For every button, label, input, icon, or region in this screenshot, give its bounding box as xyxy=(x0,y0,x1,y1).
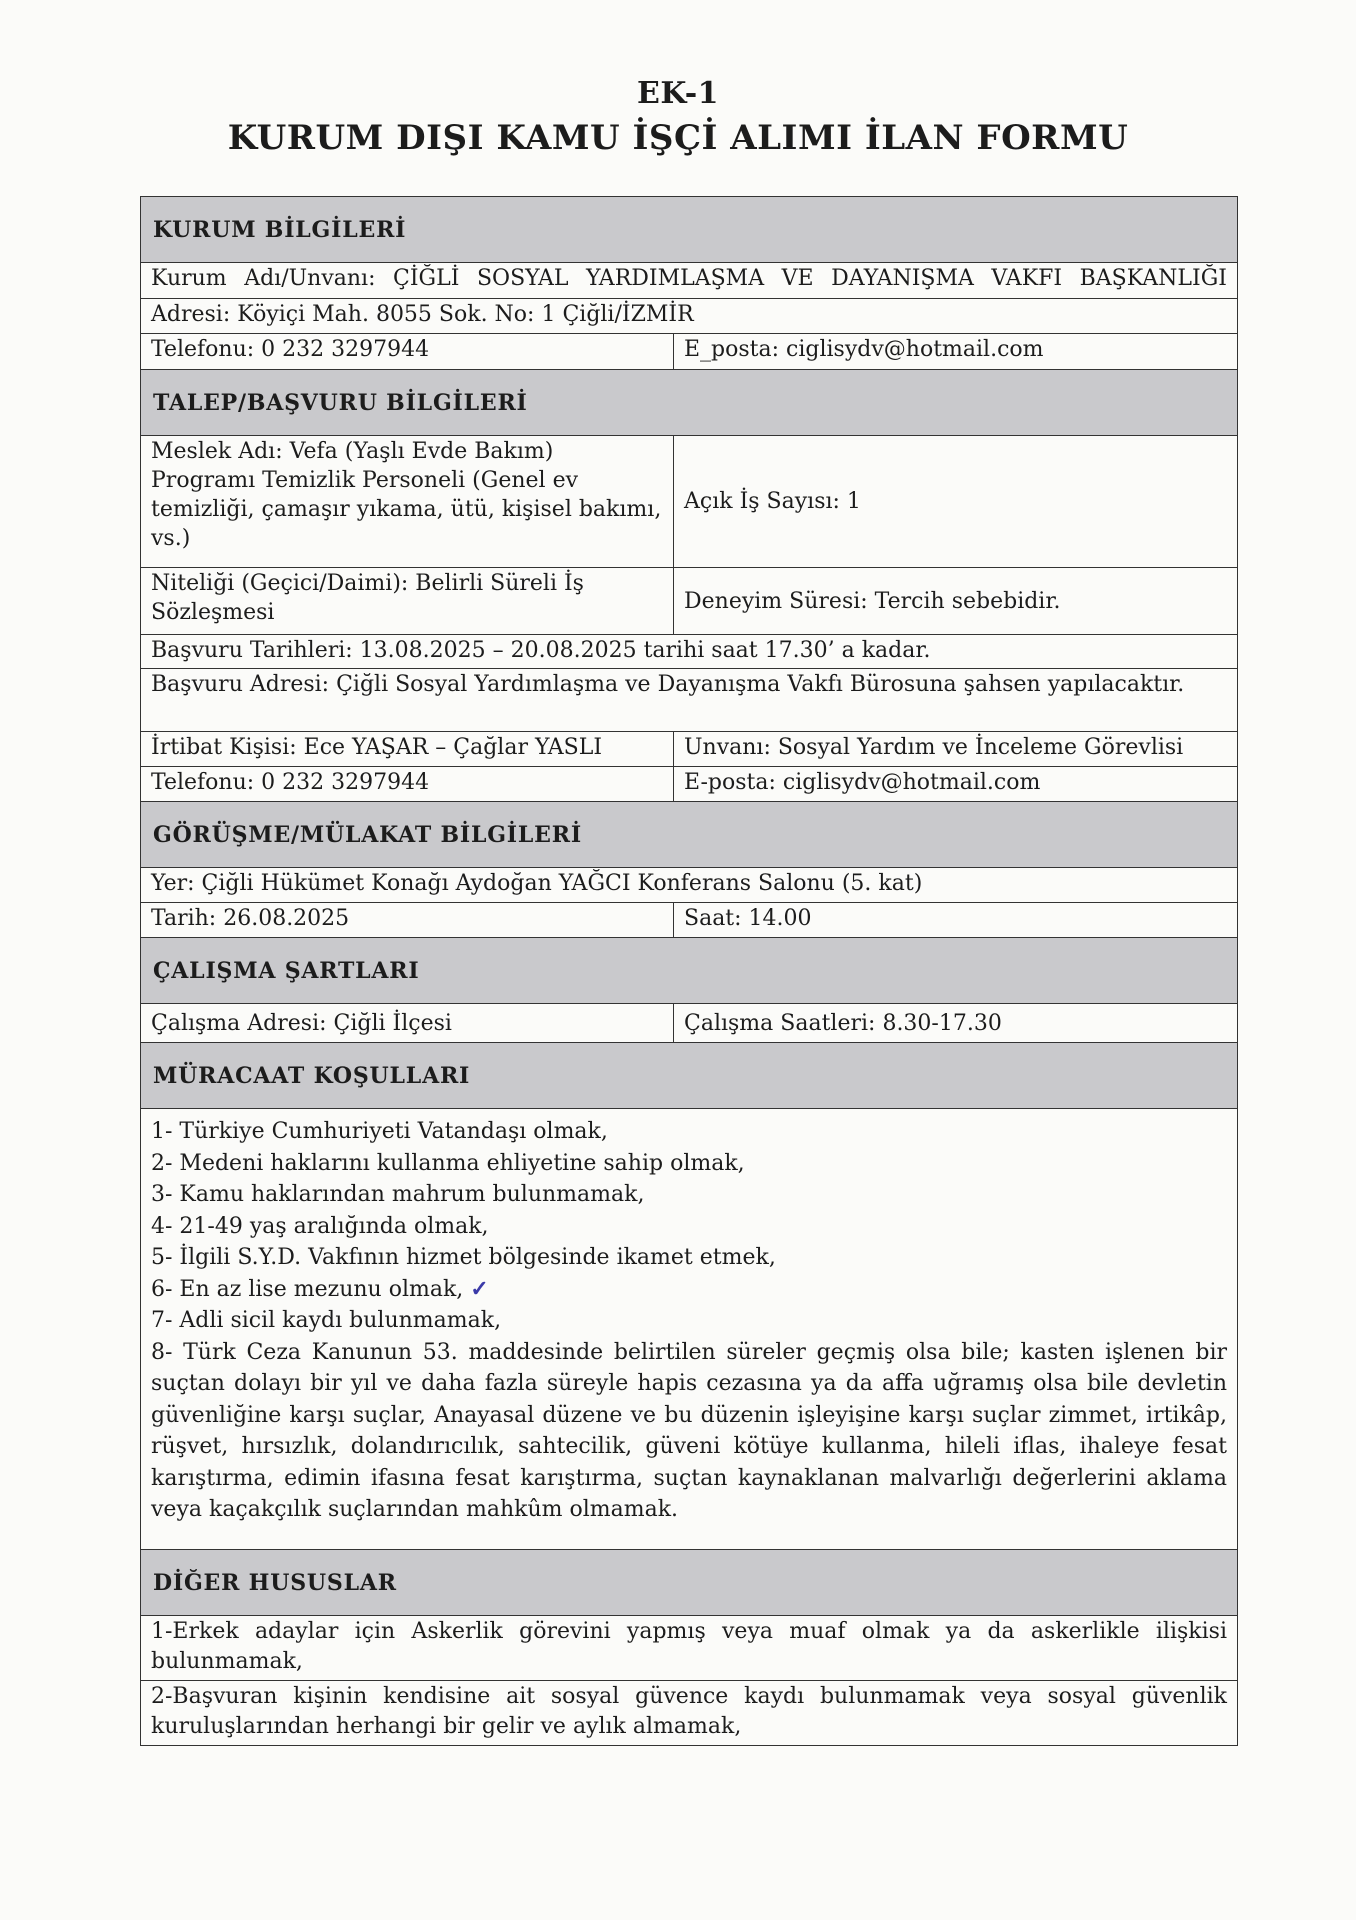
announcement-form xyxy=(140,196,1238,1746)
application-conditions-list xyxy=(141,1109,1237,1549)
occupation-name: Meslek Adı: Vefa (Yaşlı Evde Bakım) Programı Temizlik Personeli (Genel ev temizliği, çamaşır yıkama, ütü, kişisel bakımı, vs.) xyxy=(141,436,674,567)
list-item: 7- Adli sicil kaydı bulunmamak, xyxy=(151,1308,502,1333)
table-row xyxy=(141,903,1237,938)
table-row xyxy=(141,868,1237,903)
list-item: 5- İlgili S.Y.D. Vakfının hizmet bölgesinde ikamet etmek, xyxy=(151,1245,776,1270)
table-row xyxy=(141,1681,1237,1745)
table-row xyxy=(141,669,1237,732)
application-dates: Başvuru Tarihleri: 13.08.2025 – 20.08.2025 tarihi saat 17.30’ a kadar. xyxy=(151,638,931,663)
section-heading-talep: TALEP/BAŞVURU BİLGİLERİ xyxy=(141,370,1237,436)
form-title: KURUM DIŞI KAMU İŞÇİ ALIMI İLAN FORMU xyxy=(227,118,1129,158)
interview-time: Saat: 14.00 xyxy=(684,906,812,931)
section-heading-kurum: KURUM BİLGİLERİ xyxy=(141,197,1237,263)
list-item: 8- Türk Ceza Kanunun 53. maddesinde belirtilen süreler geçmiş olsa bile; kasten işlenen bir suçtan dolayı bir yıl ve daha fazla süreyle hapis cezasına ya da affa uğramış olsa bile devletin güvenliğine karşı suçlar, Anayasal düzene ve bu düzenin işleyişine karşı suçlar zimmet, irtikâp, rüşvet, hırsızlık, dolandırıcılık, sahtecilik, güveni kötüye kullanma, hileli iflas, ihaleye fesat karıştırma, edimin ifasına fesat karıştırma, suçtan kaynaklanan malvarlığı değerlerini aklama veya kaçakçılık suçlarından mahkûm olmamak. xyxy=(151,1339,1227,1522)
interview-date: Tarih: 26.08.2025 xyxy=(141,903,674,937)
institution-address: Adresi: Köyiçi Mah. 8055 Sok. No: 1 Çiğli/İZMİR xyxy=(151,302,694,327)
list-item: 3- Kamu haklarından mahrum bulunmamak, xyxy=(151,1182,645,1207)
contract-type: Niteliği (Geçici/Daimi): Belirli Süreli İş Sözleşmesi xyxy=(141,568,674,634)
open-positions: Açık İş Sayısı: 1 xyxy=(684,489,861,514)
table-row xyxy=(141,732,1237,767)
table-row xyxy=(141,1004,1237,1043)
contact-phone: Telefonu: 0 232 3297944 xyxy=(141,767,674,801)
interview-location: Yer: Çiğli Hükümet Konağı Aydoğan YAĞCI Konferans Salonu (5. kat) xyxy=(151,871,923,896)
experience-requirement: Deneyim Süresi: Tercih sebebidir. xyxy=(684,588,1061,614)
institution-email: E_posta: ciglisydv@hotmail.com xyxy=(684,337,1044,362)
checkmark-icon: ✓ xyxy=(470,1275,489,1302)
section-heading-diger: DİĞER HUSUSLAR xyxy=(141,1550,1237,1616)
table-row xyxy=(141,1109,1237,1550)
section-heading-calisma: ÇALIŞMA ŞARTLARI xyxy=(141,938,1237,1004)
other-item: 1-Erkek adaylar için Askerlik görevini yapmış veya muaf olmak ya da askerlikle ilişkisi bulunmamak, xyxy=(151,1619,1227,1674)
contact-email: E-posta: ciglisydv@hotmail.com xyxy=(684,770,1041,795)
table-row xyxy=(141,568,1237,635)
section-heading-gorusme: GÖRÜŞME/MÜLAKAT BİLGİLERİ xyxy=(141,802,1237,868)
list-item-text: 6- En az lise mezunu olmak, xyxy=(151,1276,464,1302)
list-item: 4- 21-49 yaş aralığında olmak, xyxy=(151,1213,489,1239)
institution-name: Kurum Adı/Unvanı: ÇİĞLİ SOSYAL YARDIMLAŞMA VE DAYANIŞMA VAKFI BAŞKANLIĞI xyxy=(151,266,1227,291)
list-item xyxy=(151,1274,1227,1306)
list-item: 1- Türkiye Cumhuriyeti Vatandaşı olmak, xyxy=(151,1119,608,1144)
table-row xyxy=(141,635,1237,669)
annex-label: EK-1 xyxy=(636,76,720,111)
table-row xyxy=(141,1616,1237,1681)
other-item: 2-Başvuran kişinin kendisine ait sosyal güvence kaydı bulunmamak veya sosyal güvenlik kuruluşlarından herhangi bir gelir ve aylık almamak, xyxy=(151,1684,1227,1739)
table-row xyxy=(141,299,1237,334)
section-heading-muracaat: MÜRACAAT KOŞULLARI xyxy=(141,1043,1237,1109)
contact-persons: İrtibat Kişisi: Ece YAŞAR – Çağlar YASLI xyxy=(141,732,674,766)
work-hours: Çalışma Saatleri: 8.30-17.30 xyxy=(684,1010,1002,1036)
work-address: Çalışma Adresi: Çiğli İlçesi xyxy=(141,1004,674,1042)
table-row xyxy=(141,334,1237,370)
table-row xyxy=(141,767,1237,802)
list-item: 2- Medeni haklarını kullanma ehliyetine sahip olmak, xyxy=(151,1150,745,1176)
table-row xyxy=(141,436,1237,568)
table-row xyxy=(141,263,1237,299)
institution-phone: Telefonu: 0 232 3297944 xyxy=(141,334,674,369)
contact-title: Unvanı: Sosyal Yardım ve İnceleme Görevlisi xyxy=(684,735,1184,760)
application-address: Başvuru Adresi: Çiğli Sosyal Yardımlaşma ve Dayanışma Vakfı Bürosuna şahsen yapılacaktır. xyxy=(151,672,1185,697)
